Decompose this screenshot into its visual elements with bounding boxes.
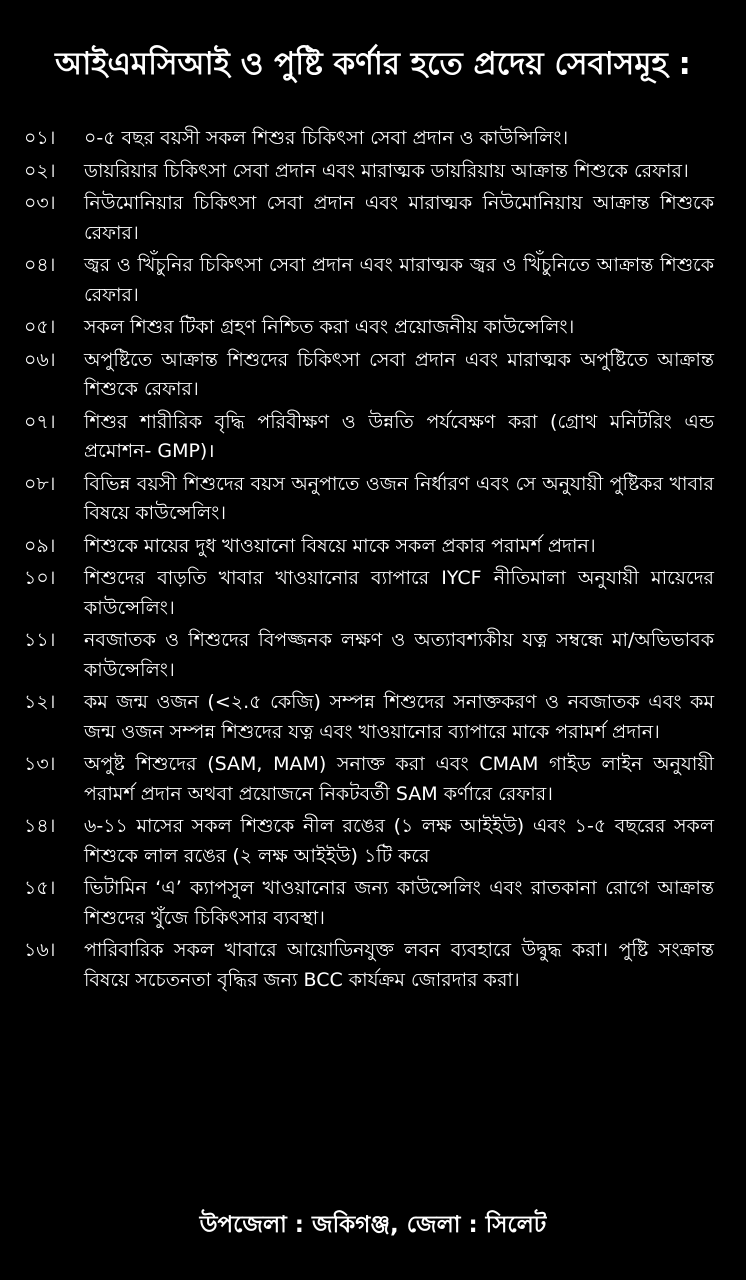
services-list [24, 124, 714, 998]
item-text: ৬-১১ মাসের সকল শিশুকে নীল রঙের (১ লক্ষ আইইউ) এবং ১-৫ বছরের সকল শিশুকে লাল রঙের (২ লক্ষ আইইউ) ১টি করে [84, 815, 714, 867]
item-number: ০৪। [24, 254, 56, 276]
item-text: শিশুদের বাড়তি খাবার খাওয়ানোর ব্যাপারে IYCF নীতিমালা অনুযায়ী মায়েদের কাউন্সেলিং। [84, 567, 714, 619]
item-number: ০২। [24, 159, 56, 182]
list-item [24, 626, 714, 685]
poster-title: আইএমসিআই ও পুষ্টি কর্ণার হতে প্রদেয় সেবাসমূহ : [55, 46, 691, 82]
item-text: নিউমোনিয়ার চিকিৎসা সেবা প্রদান এবং মারাত্মক নিউমোনিয়ায় আক্রান্ত শিশুকে রেফার। [84, 192, 714, 244]
list-item [24, 189, 714, 248]
item-text: ডায়রিয়ার চিকিৎসা সেবা প্রদান এবং মারাত্মক ডায়রিয়ায় আক্রান্ত শিশুকে রেফার। [84, 159, 689, 182]
list-item [24, 688, 714, 747]
item-text: ০-৫ বছর বয়সী সকল শিশুর চিকিৎসা সেবা প্রদান ও কাউন্সিলিং। [84, 127, 569, 149]
list-item [24, 470, 714, 529]
list-item [24, 124, 714, 154]
item-number: ০৯। [24, 534, 56, 557]
item-number: ১৪। [24, 815, 56, 837]
list-item [24, 251, 714, 310]
item-number: ১৫। [24, 877, 56, 899]
item-text: অপুষ্ট শিশুদের (SAM, MAM) সনাক্ত করা এবং CMAM গাইড লাইন অনুযায়ী পরামর্শ প্রদান অথবা প্রয়োজনে নিকটবর্তী SAM কর্ণারে রেফার। [84, 753, 714, 805]
list-item [24, 532, 714, 562]
list-item [24, 157, 714, 187]
list-item [24, 874, 714, 933]
item-number: ০১। [24, 127, 56, 149]
list-item [24, 936, 714, 995]
location-footer: উপজেলা : জকিগঞ্জ, জেলা : সিলেট [199, 1212, 547, 1238]
list-item [24, 564, 714, 623]
list-item [24, 812, 714, 871]
item-number: ০৫। [24, 316, 56, 338]
item-text: ভিটামিন ‘এ’ ক্যাপসুল খাওয়ানোর জন্য কাউন্সেলিং এবং রাতকানা রোগে আক্রান্ত শিশুদের খুঁজে চিকিৎসার ব্যবস্থা। [84, 877, 714, 929]
item-number: ০৭। [24, 410, 56, 433]
item-text: জ্বর ও খিঁচুনির চিকিৎসা সেবা প্রদান এবং মারাত্মক জ্বর ও খিঁচুনিতে আক্রান্ত শিশুকে রেফার। [84, 254, 714, 306]
item-number: ১৬। [24, 939, 56, 961]
item-number: ১০। [24, 567, 56, 589]
item-text: সকল শিশুর টিকা গ্রহণ নিশ্চিত করা এবং প্রয়োজনীয় কাউন্সেলিং। [84, 316, 575, 338]
item-number: ১৩। [24, 753, 56, 775]
item-number: ০৩। [24, 192, 56, 214]
item-text: অপুষ্টিতে আক্রান্ত শিশুদের চিকিৎসা সেবা প্রদান এবং মারাত্মক অপুষ্টিতে আক্রান্ত শিশুকে রেফার। [84, 348, 714, 400]
item-text: শিশুর শারীরিক বৃদ্ধি পরিবীক্ষণ ও উন্নতি পর্যবেক্ষণ করা (গ্রোথ মনিটরিং এন্ড প্রমোশন- GMP)। [84, 410, 714, 462]
item-text: পারিবারিক সকল খাবারে আয়োডিনযুক্ত লবন ব্যবহারে উদ্বুদ্ধ করা। পুষ্টি সংক্রান্ত বিষয়ে সচেতনতা বৃদ্ধির জন্য BCC কার্যক্রম জোরদার করা। [84, 939, 714, 991]
list-item [24, 313, 714, 343]
item-number: ১২। [24, 691, 56, 713]
list-item [24, 346, 714, 405]
list-item [24, 408, 714, 467]
item-text: শিশুকে মায়ের দুধ খাওয়ানো বিষয়ে মাকে সকল প্রকার পরামর্শ প্রদান। [84, 534, 596, 557]
item-text: কম জন্ম ওজন (<২.৫ কেজি) সম্পন্ন শিশুদের সনাক্তকরণ ও নবজাতক এবং কম জন্ম ওজন সম্পন্ন শিশুদের যত্ন এবং খাওয়ানোর ব্যাপারে মাকে পরামর্শ প্রদান। [84, 691, 714, 743]
item-number: ১১। [24, 629, 56, 651]
item-text: বিভিন্ন বয়সী শিশুদের বয়স অনুপাতে ওজন নির্ধারণ এবং সে অনুযায়ী পুষ্টিকর খাবার বিষয়ে কাউন্সেলিং। [84, 472, 714, 524]
item-number: ০৮। [24, 472, 56, 495]
item-text: নবজাতক ও শিশুদের বিপজ্জনক লক্ষণ ও অত্যাবশ্যকীয় যত্ন সম্বন্ধে মা/অভিভাবক কাউন্সেলিং। [84, 629, 714, 681]
item-number: ০৬। [24, 348, 56, 371]
list-item [24, 750, 714, 809]
